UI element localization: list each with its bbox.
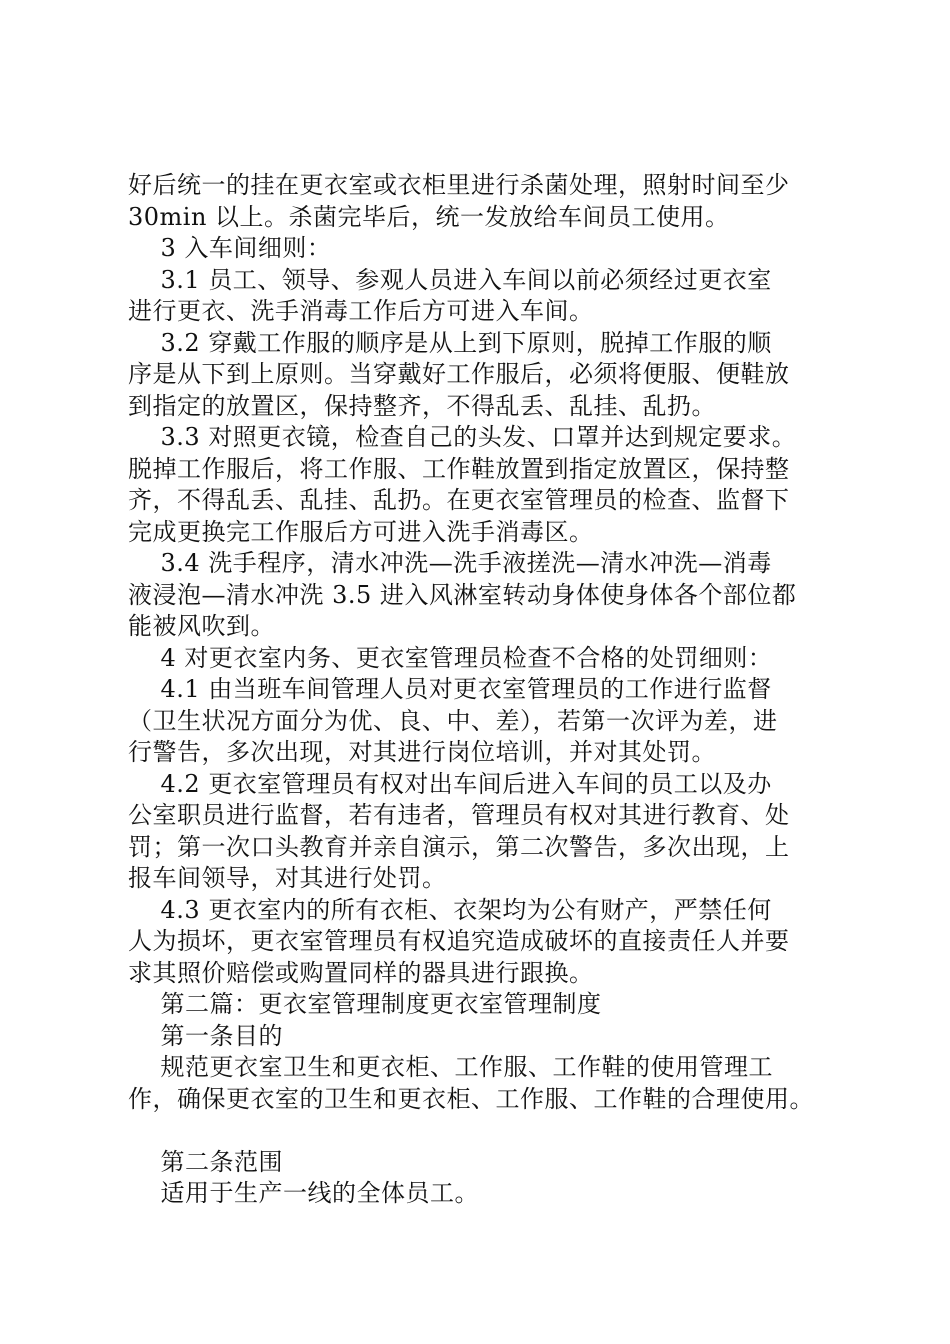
text-line: 适用于生产一线的全体员工。 bbox=[128, 1179, 480, 1207]
text-line: 3.1 员工、领导、参观人员进入车间以前必须经过更衣室 bbox=[128, 265, 772, 294]
text-line: 4.2 更衣室管理员有权对出车间后进入车间的员工以及办 bbox=[128, 769, 772, 798]
text-line: 行警告，多次出现，对其进行岗位培训，并对其处罚。 bbox=[128, 738, 716, 766]
text-line: 液浸泡—清水冲洗 3.5 进入风淋室转动身体使身体各个部位都 bbox=[128, 580, 797, 609]
text-line: 4.1 由当班车间管理人员对更衣室管理员的工作进行监督 bbox=[128, 675, 772, 703]
text-line: 到指定的放置区，保持整齐，不得乱丢、乱挂、乱扔。 bbox=[128, 391, 716, 420]
text-line: 报车间领导，对其进行处罚。 bbox=[128, 864, 447, 892]
text-line: 人为损坏，更衣室管理员有权追究造成破坏的直接责任人并要 bbox=[128, 927, 790, 955]
paragraph-gap bbox=[128, 1115, 838, 1147]
text-line: 作，确保更衣室的卫生和更衣柜、工作服、工作鞋的合理使用。 bbox=[128, 1084, 814, 1113]
text-line: 公室职员进行监督，若有违者，管理员有权对其进行教育、处 bbox=[128, 801, 790, 829]
text-line: 3.2 穿戴工作服的顺序是从上到下原则，脱掉工作服的顺 bbox=[128, 328, 772, 357]
text-line: 脱掉工作服后，将工作服、工作鞋放置到指定放置区，保持整 bbox=[128, 454, 790, 483]
text-line: （卫生状况方面分为优、良、中、差），若第一次评为差，进 bbox=[128, 706, 778, 735]
text-line: 4.3 更衣室内的所有衣柜、衣架均为公有财产，严禁任何 bbox=[128, 895, 772, 924]
article-heading: 第一条目的 bbox=[128, 1021, 284, 1050]
text-line: 能被风吹到。 bbox=[128, 612, 275, 640]
text-line: 4 对更衣室内务、更衣室管理员检查不合格的处罚细则： bbox=[128, 643, 773, 672]
text-line: 3.3 对照更衣镜，检查自己的头发、口罩并达到规定要求。 bbox=[128, 423, 797, 451]
text-line: 规范更衣室卫生和更衣柜、工作服、工作鞋的使用管理工 bbox=[128, 1053, 774, 1081]
text-line: 序是从下到上原则。当穿戴好工作服后，必须将便服、便鞋放 bbox=[128, 360, 790, 388]
text-line: 3.4 洗手程序，清水冲洗—洗手液搓洗—清水冲洗—消毒 bbox=[128, 549, 772, 577]
text-line: 齐，不得乱丢、乱挂、乱扔。在更衣室管理员的检查、监督下 bbox=[128, 486, 790, 514]
text-line: 完成更换完工作服后方可进入洗手消毒区。 bbox=[128, 517, 594, 546]
text-line: 3 入车间细则： bbox=[128, 234, 332, 262]
section-heading: 第二篇：更衣室管理制度更衣室管理制度 bbox=[128, 990, 602, 1018]
article-heading: 第二条范围 bbox=[128, 1147, 284, 1176]
document-body bbox=[128, 170, 838, 1210]
text-line: 罚；第一次口头教育并亲自演示，第二次警告，多次出现，上 bbox=[128, 832, 790, 861]
text-line: 求其照价赔偿或购置同样的器具进行跟换。 bbox=[128, 958, 594, 987]
text-line: 好后统一的挂在更衣室或衣柜里进行杀菌处理，照射时间至少 bbox=[128, 171, 790, 199]
text-line: 进行更衣、洗手消毒工作后方可进入车间。 bbox=[128, 297, 594, 325]
text-line: 30min 以上。杀菌完毕后，统一发放给车间员工使用。 bbox=[128, 202, 730, 231]
